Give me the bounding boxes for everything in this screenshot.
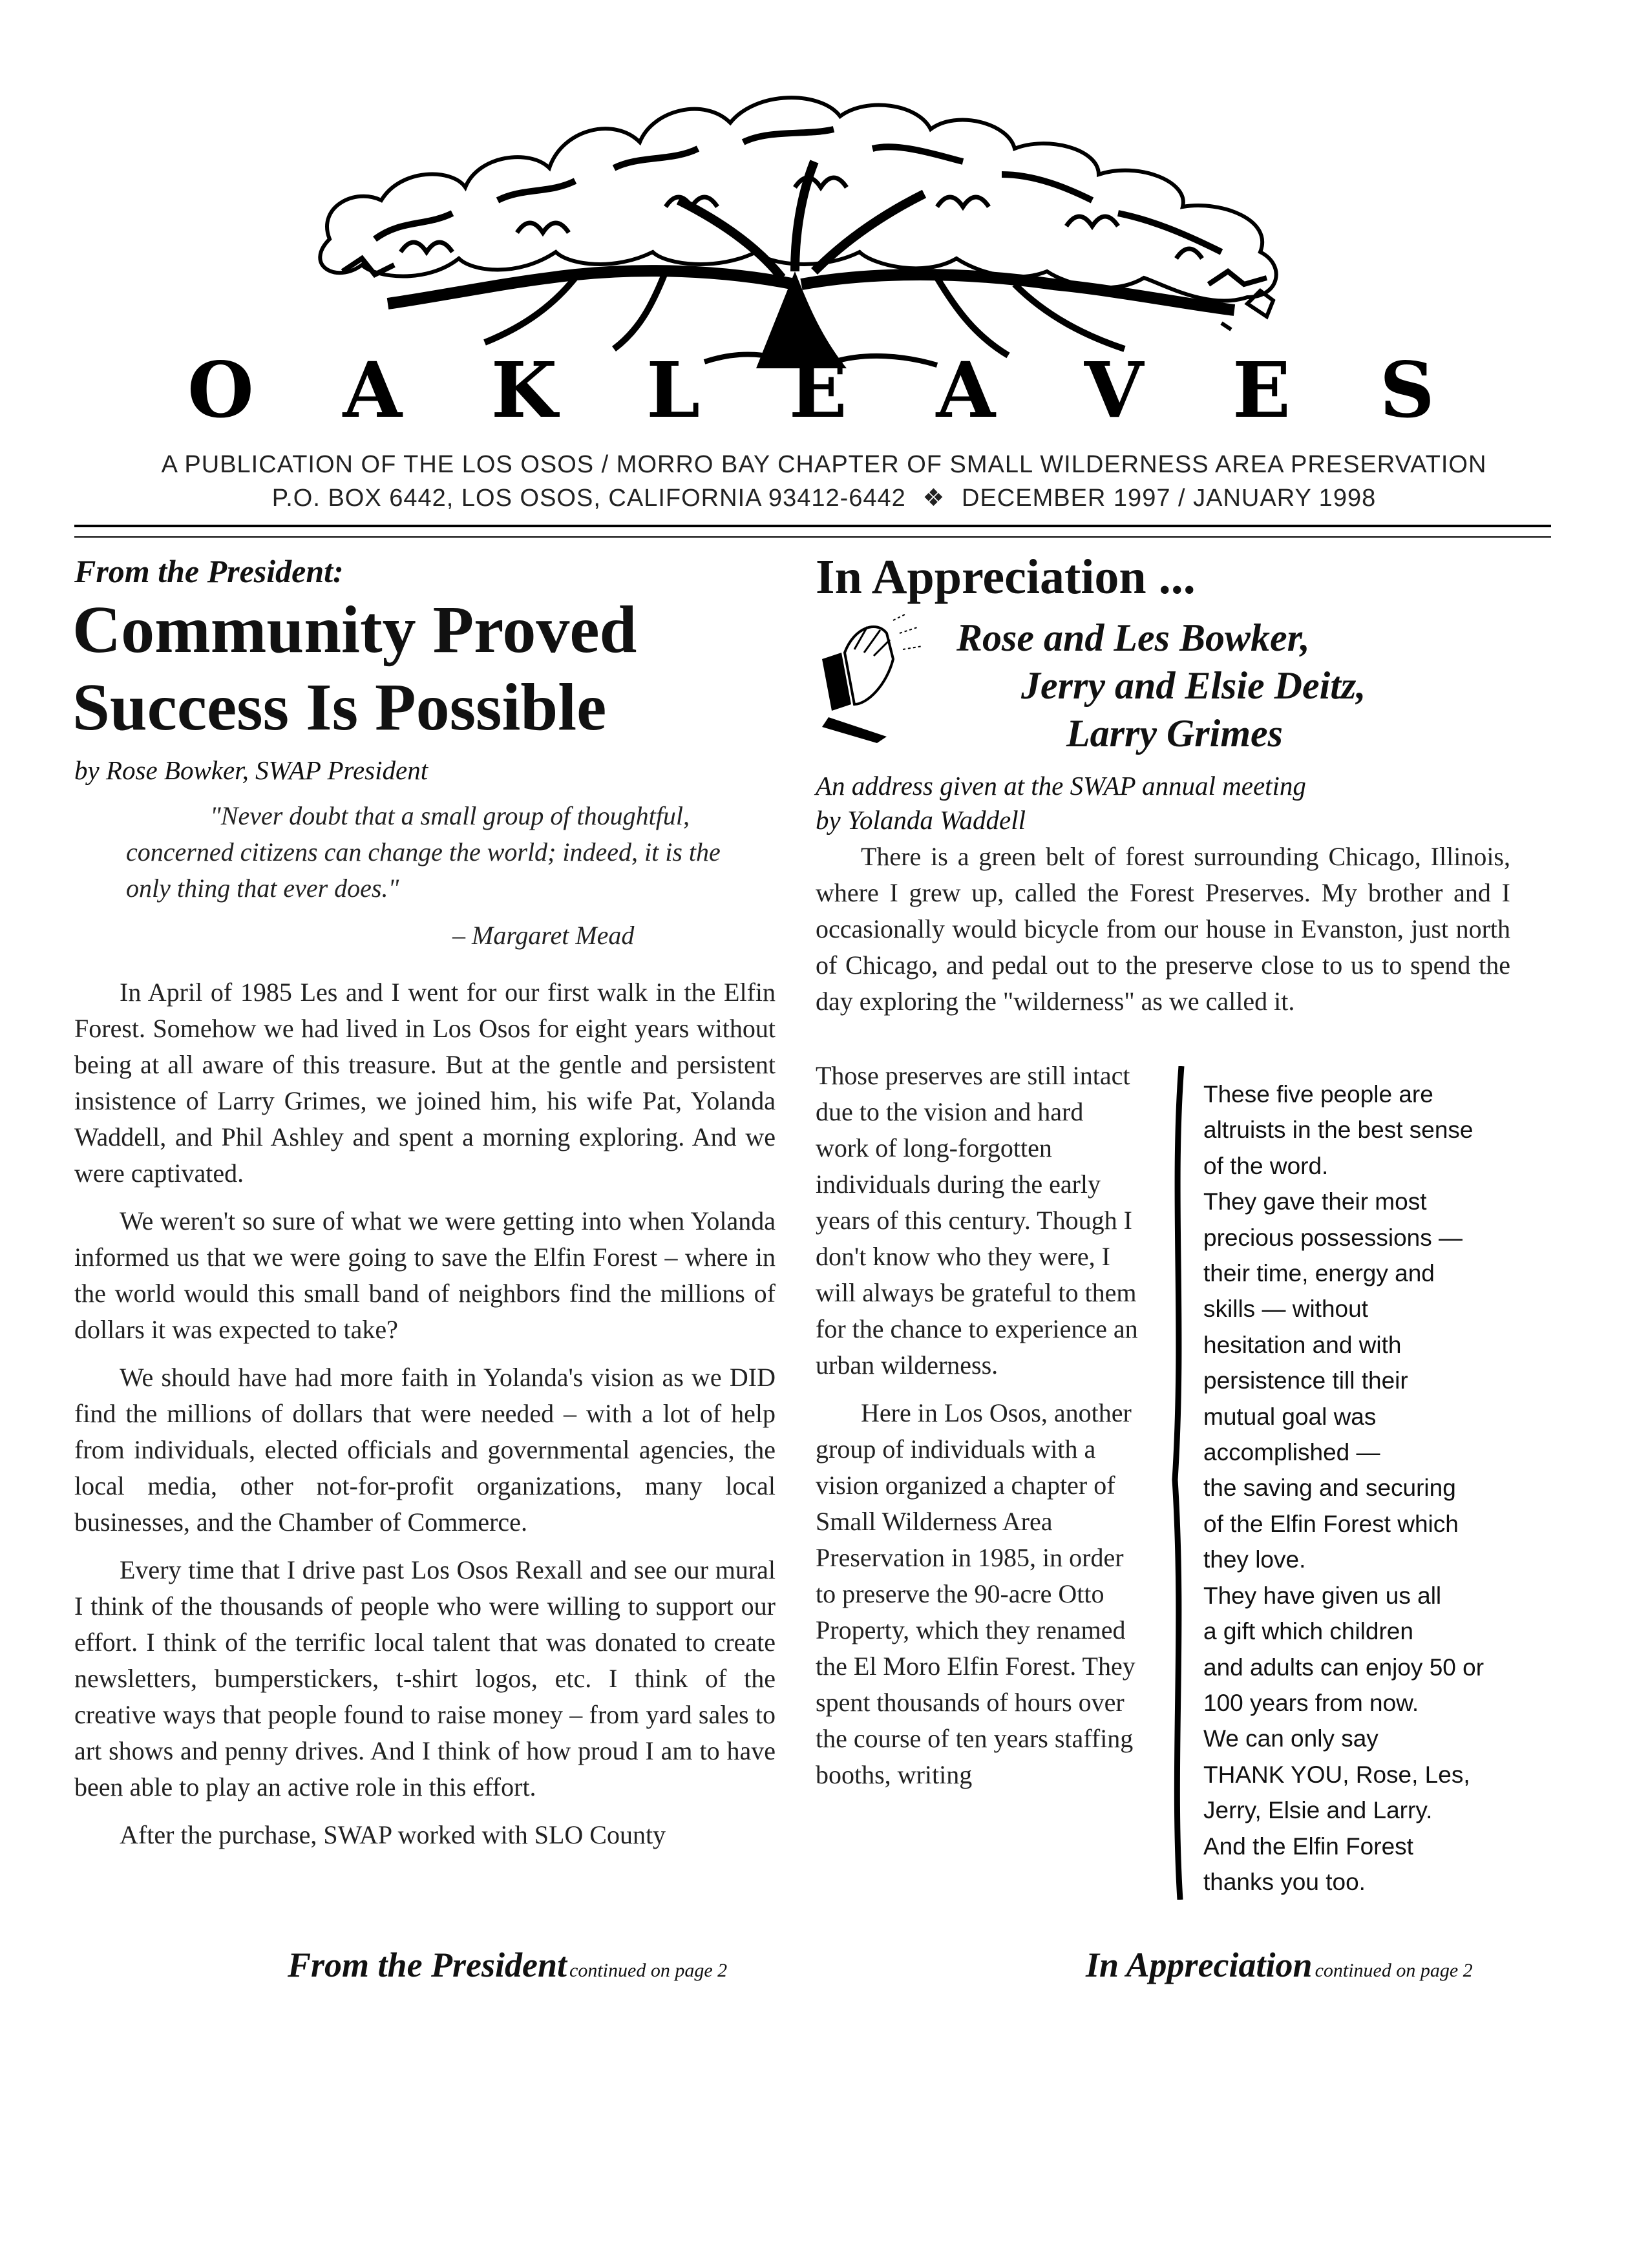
honoree-line: Rose and Les Bowker, (956, 616, 1310, 659)
continued-text: continued on page 2 (569, 1960, 728, 1981)
pull-quote: "Never doubt that a small group of thoughtful, concerned citizens can change the world; indeed, it is the only thing that ever does." (126, 801, 721, 903)
address-line (71, 483, 1577, 512)
appreciation-intro (816, 839, 1510, 1031)
masthead-rule-bottom (74, 536, 1551, 538)
address-byline-2: by Yolanda Waddell (816, 805, 1026, 835)
appreciation-title: In Appreciation ... (816, 550, 1196, 604)
masthead-rule-top (74, 525, 1551, 527)
headline-line-1: Community Proved (72, 593, 637, 667)
article-kicker: From the President: (74, 553, 344, 589)
publication-line: A PUBLICATION OF THE LOS OSOS / MORRO BAY CHAPTER OF SMALL WILDERNESS AREA PRESERVATION (161, 451, 1487, 478)
separator-diamond-icon: ❖ (922, 485, 945, 512)
article-paragraph: Every time that I drive past Los Osos Rexall and see our mural I think of the thousands of people who were willing to support our effort. I think of the terrific local talent that was donated to create newsletters, bumperstickers, t-shirt logos, etc. I think of the creative ways that people found to raise money – from yard sales to art shows and penny drives. And I think of how proud I am to have been able to play an active role in this effort. (74, 1555, 776, 1801)
article-paragraph: Here in Los Osos, another group of individuals with a vision organized a chapter of Small Wilderness Area Preservation in 1985, in order to preserve the 90-acre Otto Property, which they renamed the El Moro Elfin Forest. They spent thousands of hours over the course of ten years staffing booths, writing (816, 1398, 1136, 1789)
honoree-names (956, 614, 1366, 757)
quote-attribution: – Margaret Mead (452, 921, 635, 950)
honoree-line: Jerry and Elsie Deitz, (1021, 664, 1366, 707)
appreciation-sidebar: These five people are altruists in the best sense of the word. They gave their most precious possessions — their time, energy and skills — without hesitation and with persistence till their mutual goal was accomplished — the saving and securing of the Elfin Forest which they love. They have given us all a gift which children and adults can enjoy 50 or 100 years from now. We can only say THANK YOU, Rose, Les, Jerry, Elsie and Larry. And the Elfin Forest thanks you too. (1203, 1081, 1484, 1895)
masthead-letter: L (646, 345, 701, 435)
masthead-letter: E (788, 345, 847, 435)
address-byline-1: An address given at the SWAP annual meeting (816, 771, 1306, 801)
masthead-letter: O (187, 345, 254, 435)
masthead-title (187, 345, 1435, 435)
article-paragraph: After the purchase, SWAP worked with SLO County (120, 1820, 666, 1849)
masthead-letter: A (343, 345, 403, 435)
masthead-letter: S (1379, 345, 1435, 435)
continued-text: continued on page 2 (1315, 1960, 1473, 1981)
clapping-hands-icon (816, 614, 925, 743)
continued-label: From the President (288, 1946, 567, 1984)
article-byline: by Rose Bowker, SWAP President (74, 755, 428, 785)
masthead-letter: A (936, 345, 995, 435)
article-paragraph: We should have had more faith in Yolanda's vision as we DID find the millions of dollars that were needed – with a lot of help from individuals, elected officials and governmental agencies, the local media, other not-for-profit organizations, many local businesses, and the Chamber of Commerce. (74, 1363, 776, 1537)
headline-line-2: Success Is Possible (72, 670, 607, 744)
sidebar-bracket-line (1168, 1066, 1188, 1900)
honoree-line: Larry Grimes (1066, 712, 1283, 755)
address-text: P.O. BOX 6442, LOS OSOS, CALIFORNIA 93412-6442 (271, 485, 906, 512)
masthead-letter: K (491, 345, 558, 435)
appreciation-column (816, 1058, 1139, 1805)
issue-date: DECEMBER 1997 / JANUARY 1998 (962, 485, 1377, 512)
article-paragraph: We weren't so sure of what we were getting into when Yolanda informed us that we were going to save the Elfin Forest – where in the world would this small band of neighbors find the millions of dollars it was expected to take? (74, 1206, 776, 1344)
continued-label: In Appreciation (1086, 1946, 1313, 1984)
masthead-letter: V (1084, 345, 1144, 435)
article-paragraph: Those preserves are still intact due to the vision and hard work of long-forgotten individuals during the early years of this century. Though I don't know who they were, I will always be grateful to them for the chance to experience an urban wilderness. (816, 1061, 1138, 1380)
intro-paragraph: There is a green belt of forest surrounding Chicago, Illinois, where I grew up, called the Forest Preserves. My brother and I occasionally would bicycle from our house in Evanston, just north of Chicago, and pedal out to the preserve close to us to spend the day exploring the "wilderness" as we called it. (816, 842, 1510, 1016)
continued-notice-right (1086, 1945, 1473, 1985)
continued-notice-left (288, 1945, 727, 1985)
oak-tree-illustration (304, 90, 1312, 381)
president-article-body (74, 974, 776, 1865)
article-paragraph: In April of 1985 Les and I went for our first walk in the Elfin Forest. Somehow we had lived in Los Osos for eight years without being at all aware of this treasure. But at the gentle and persistent insistence of Larry Grimes, we joined him, his wife Pat, Yolanda Waddell, and Phil Ashley and spent a morning exploring. And we were captivated. (74, 978, 776, 1188)
masthead-letter: E (1232, 345, 1291, 435)
